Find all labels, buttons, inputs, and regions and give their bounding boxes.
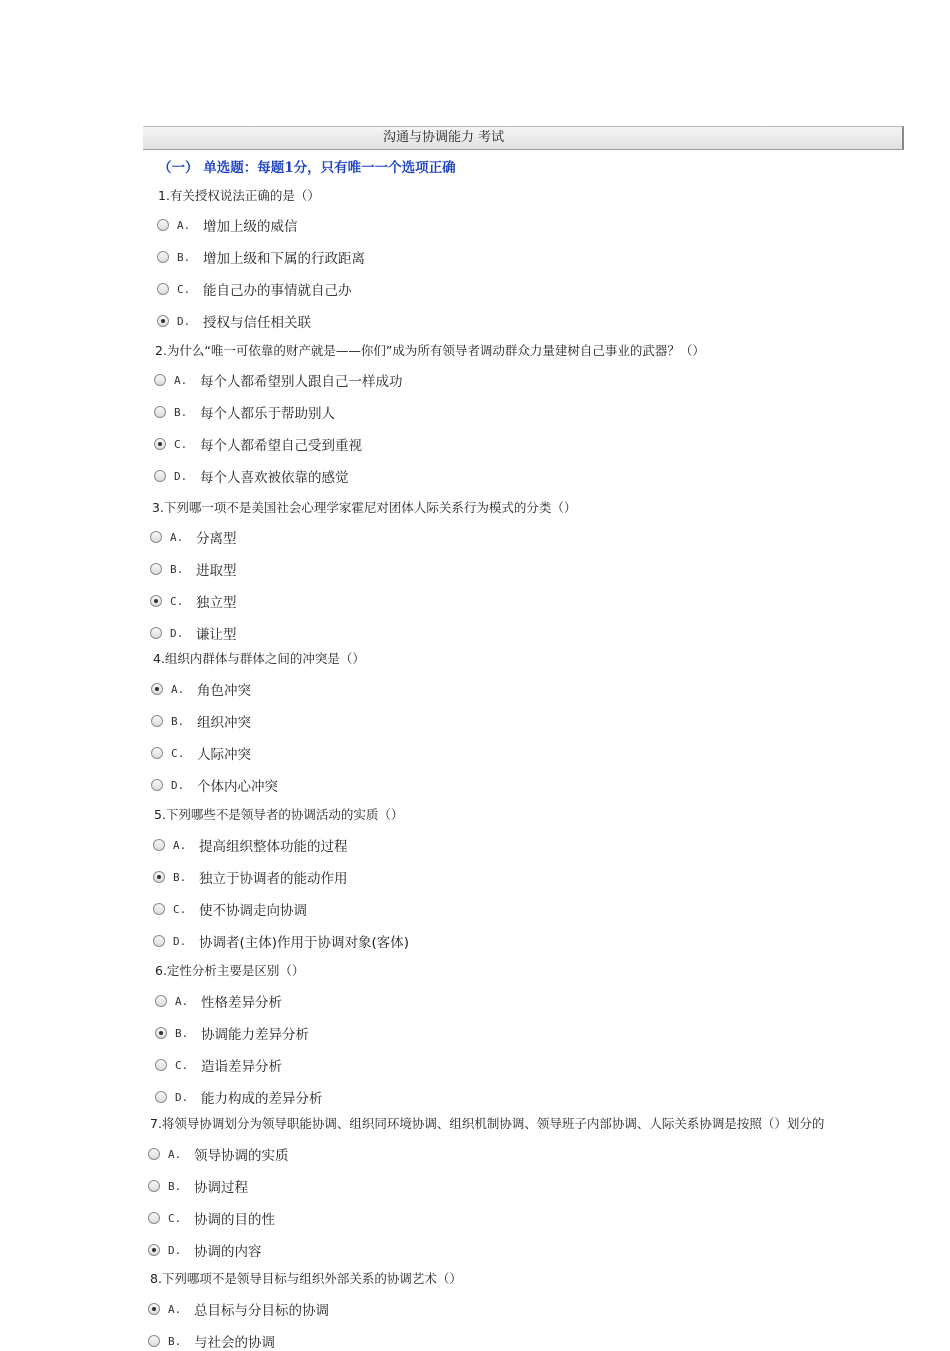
option-label: 增加上级的威信: [203, 219, 298, 235]
question-text: 7.将领导协调划分为领导职能协调、组织同环境协调、组织机制协调、领导班子内部协调、人际关系协调是按照（）划分的: [150, 1116, 825, 1131]
option-label: 每个人都希望自己受到重视: [200, 438, 362, 454]
answer-option[interactable]: [154, 404, 335, 420]
answer-option[interactable]: [153, 901, 307, 917]
option-letter: C.: [171, 746, 185, 760]
answer-option[interactable]: [151, 681, 251, 697]
answer-option[interactable]: [148, 1333, 275, 1349]
answer-option[interactable]: [148, 1210, 275, 1226]
option-letter: D.: [175, 1090, 189, 1104]
option-letter: D.: [168, 1243, 182, 1257]
option-letter: B.: [175, 1026, 189, 1040]
option-letter: A.: [168, 1147, 182, 1161]
radio-button[interactable]: [153, 903, 165, 915]
question-text: 8.下列哪项不是领导目标与组织外部关系的协调艺术（）: [150, 1271, 462, 1286]
radio-button-selected[interactable]: [148, 1303, 160, 1315]
option-letter: B.: [171, 714, 185, 728]
option-label: 授权与信任相关联: [203, 315, 311, 331]
answer-option[interactable]: [155, 1057, 282, 1073]
option-letter: D.: [170, 626, 184, 640]
option-label: 谦让型: [196, 627, 237, 643]
radio-button[interactable]: [148, 1335, 160, 1347]
answer-option[interactable]: [148, 1146, 289, 1162]
option-letter: C.: [173, 902, 187, 916]
answer-option[interactable]: [157, 281, 352, 297]
answer-option[interactable]: [148, 1178, 248, 1194]
radio-button[interactable]: [151, 747, 163, 759]
option-label: 增加上级和下属的行政距离: [203, 251, 365, 267]
answer-option[interactable]: [153, 837, 348, 853]
answer-option[interactable]: [153, 933, 409, 949]
radio-button[interactable]: [150, 627, 162, 639]
radio-button[interactable]: [151, 779, 163, 791]
option-label: 独立型: [196, 595, 237, 611]
option-label: 协调的目的性: [194, 1212, 275, 1228]
answer-option[interactable]: [157, 313, 311, 329]
option-letter: A.: [174, 373, 188, 387]
option-letter: B.: [174, 405, 188, 419]
answer-option[interactable]: [150, 561, 237, 577]
option-letter: A.: [177, 218, 191, 232]
answer-option[interactable]: [154, 372, 403, 388]
radio-button[interactable]: [148, 1148, 160, 1160]
option-label: 个体内心冲突: [197, 779, 278, 795]
option-letter: A.: [171, 682, 185, 696]
answer-option[interactable]: [150, 625, 237, 641]
option-letter: B.: [168, 1334, 182, 1348]
option-label: 协调的内容: [194, 1244, 262, 1260]
option-letter: C.: [168, 1211, 182, 1225]
answer-option[interactable]: [153, 869, 348, 885]
exam-title-bar: [143, 126, 904, 150]
answer-option[interactable]: [157, 249, 365, 265]
answer-option[interactable]: [150, 593, 237, 609]
option-label: 人际冲突: [197, 747, 251, 763]
radio-button-selected[interactable]: [157, 315, 169, 327]
option-label: 每个人都希望别人跟自己一样成功: [200, 374, 403, 390]
answer-option[interactable]: [148, 1301, 329, 1317]
option-letter: D.: [177, 314, 191, 328]
answer-option[interactable]: [154, 468, 349, 484]
option-label: 造诣差异分析: [201, 1059, 282, 1075]
option-label: 与社会的协调: [194, 1335, 275, 1351]
option-letter: B.: [168, 1179, 182, 1193]
answer-option[interactable]: [157, 217, 298, 233]
question-text: 5.下列哪些不是领导者的协调活动的实质（）: [154, 807, 404, 822]
option-label: 独立于协调者的能动作用: [199, 871, 348, 887]
option-letter: B.: [170, 562, 184, 576]
option-letter: A.: [168, 1302, 182, 1316]
option-letter: C.: [175, 1058, 189, 1072]
option-letter: D.: [173, 934, 187, 948]
option-label: 每个人都乐于帮助别人: [200, 406, 335, 422]
radio-button[interactable]: [150, 531, 162, 543]
answer-option[interactable]: [155, 1025, 309, 1041]
section-heading: （一） 单选题：每题1分，只有唯一一个选项正确: [158, 160, 456, 176]
option-letter: B.: [177, 250, 191, 264]
radio-button-selected[interactable]: [155, 1027, 167, 1039]
option-label: 领导协调的实质: [194, 1148, 289, 1164]
answer-option[interactable]: [151, 777, 278, 793]
radio-button-selected[interactable]: [154, 438, 166, 450]
option-label: 总目标与分目标的协调: [194, 1303, 329, 1319]
option-label: 每个人喜欢被依靠的感觉: [200, 470, 349, 486]
answer-option[interactable]: [151, 713, 251, 729]
answer-option[interactable]: [155, 1089, 323, 1105]
question-text: 3.下列哪一项不是美国社会心理学家霍尼对团体人际关系行为模式的分类（）: [152, 500, 577, 515]
option-letter: D.: [171, 778, 185, 792]
radio-button[interactable]: [148, 1180, 160, 1192]
radio-button-selected[interactable]: [150, 595, 162, 607]
radio-button[interactable]: [151, 715, 163, 727]
option-label: 角色冲突: [197, 683, 251, 699]
option-label: 能自己办的事情就自己办: [203, 283, 352, 299]
radio-button[interactable]: [157, 283, 169, 295]
radio-button[interactable]: [154, 374, 166, 386]
option-label: 协调过程: [194, 1180, 248, 1196]
answer-option[interactable]: [151, 745, 251, 761]
option-letter: B.: [173, 870, 187, 884]
option-letter: D.: [174, 469, 188, 483]
option-label: 进取型: [196, 563, 237, 579]
option-label: 协调者(主体)作用于协调对象(客体): [199, 935, 410, 951]
radio-button[interactable]: [153, 935, 165, 947]
answer-option[interactable]: [148, 1242, 262, 1258]
option-letter: C.: [170, 594, 184, 608]
option-letter: C.: [177, 282, 191, 296]
question-text: 4.组织内群体与群体之间的冲突是（）: [153, 651, 365, 666]
option-label: 分离型: [196, 531, 237, 547]
answer-option[interactable]: [154, 436, 362, 452]
radio-button-selected[interactable]: [151, 683, 163, 695]
option-label: 组织冲突: [197, 715, 251, 731]
radio-button[interactable]: [155, 1091, 167, 1103]
radio-button-selected[interactable]: [148, 1244, 160, 1256]
option-label: 性格差异分析: [201, 995, 282, 1011]
answer-option[interactable]: [150, 529, 237, 545]
radio-button[interactable]: [154, 470, 166, 482]
option-label: 提高组织整体功能的过程: [199, 839, 348, 855]
radio-button[interactable]: [155, 1059, 167, 1071]
question-text: 6.定性分析主要是区别（）: [155, 963, 305, 978]
option-label: 使不协调走向协调: [199, 903, 307, 919]
radio-button[interactable]: [148, 1212, 160, 1224]
question-text: 1.有关授权说法正确的是（）: [158, 188, 320, 203]
exam-title: 沟通与协调能力 考试: [383, 130, 505, 145]
option-letter: A.: [175, 994, 189, 1008]
option-letter: A.: [170, 530, 184, 544]
radio-button-selected[interactable]: [153, 871, 165, 883]
radio-button[interactable]: [153, 839, 165, 851]
radio-button[interactable]: [155, 995, 167, 1007]
option-letter: C.: [174, 437, 188, 451]
question-text: 2.为什么“唯一可依靠的财产就是——你们”成为所有领导者调动群众力量建树自己事业的武器？（）: [155, 343, 705, 358]
option-label: 能力构成的差异分析: [201, 1091, 323, 1107]
radio-button[interactable]: [157, 219, 169, 231]
answer-option[interactable]: [155, 993, 282, 1009]
radio-button[interactable]: [150, 563, 162, 575]
radio-button[interactable]: [154, 406, 166, 418]
option-label: 协调能力差异分析: [201, 1027, 309, 1043]
radio-button[interactable]: [157, 251, 169, 263]
option-letter: A.: [173, 838, 187, 852]
